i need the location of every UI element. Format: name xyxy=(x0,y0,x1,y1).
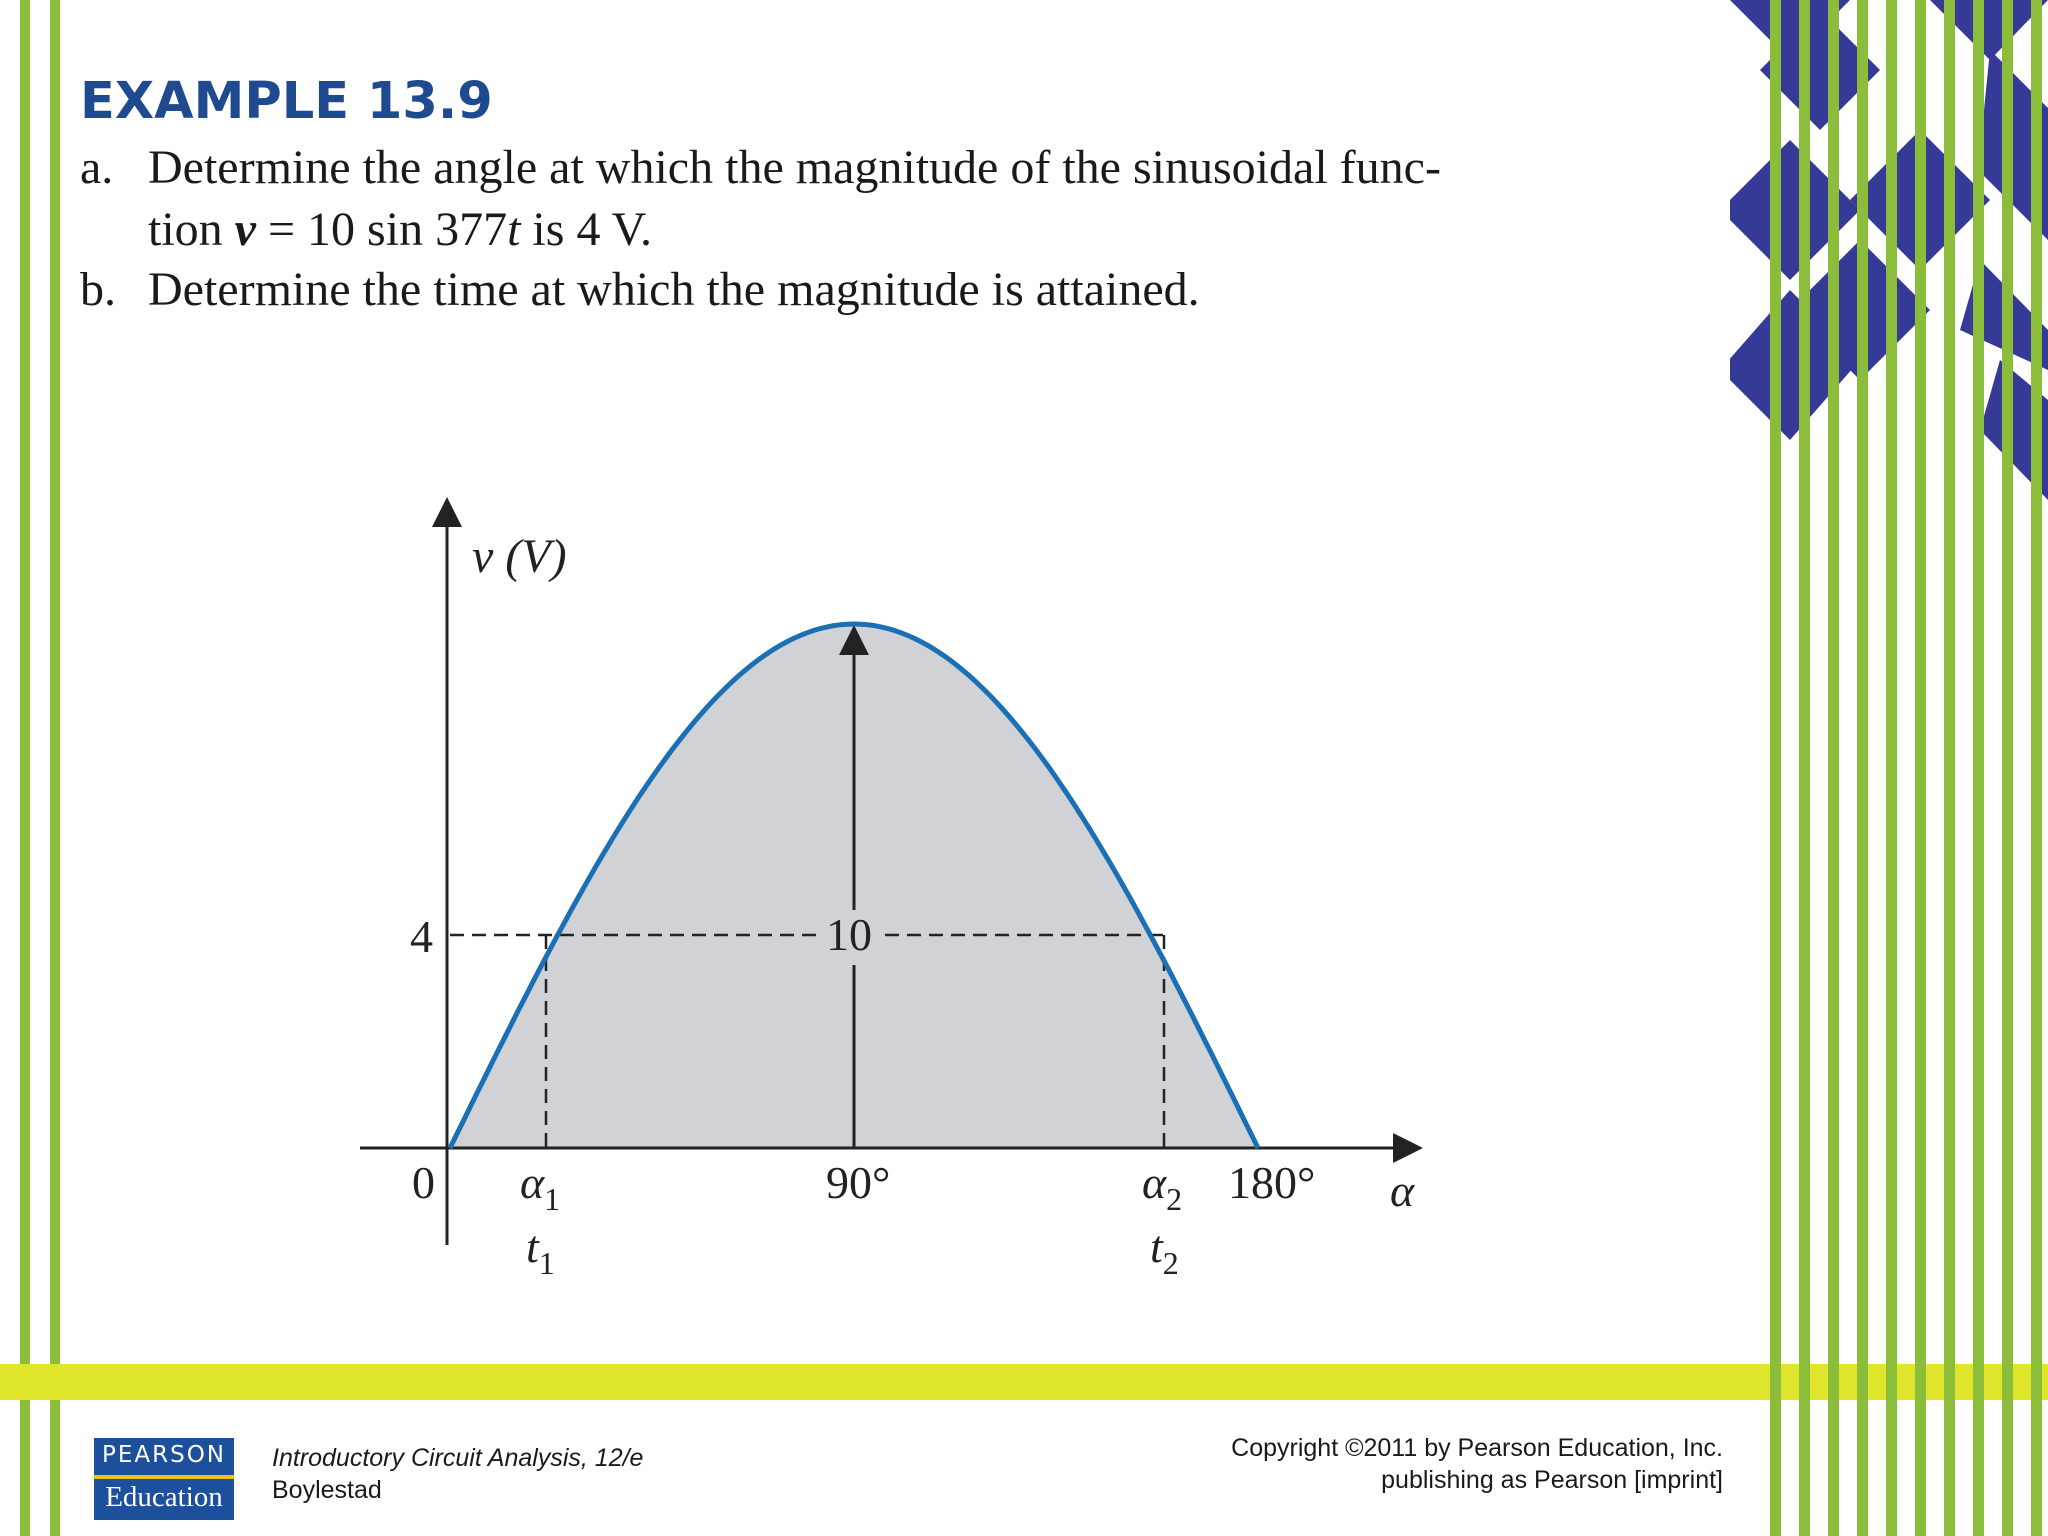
part-a-letter: a. xyxy=(80,141,114,194)
origin-label: 0 xyxy=(412,1157,435,1208)
example-title: EXAMPLE 13.9 xyxy=(80,72,493,131)
part-b-letter: b. xyxy=(80,263,116,316)
tick-90-label: 90° xyxy=(826,1157,891,1208)
peak-label: 10 xyxy=(826,909,872,960)
x-axis-label: α xyxy=(1390,1165,1415,1216)
book-title: Introductory Circuit Analysis, 12/e xyxy=(272,1444,644,1472)
equation-t: t xyxy=(507,203,521,256)
y-axis-label: v (V) xyxy=(472,530,567,583)
t2-label: $t_2$ xyxy=(1150,1221,1179,1281)
t1-label: $t_1$ xyxy=(526,1221,555,1281)
part-a-text: Determine the angle at which the magnitude of the sinusoidal func- xyxy=(148,141,1441,194)
copyright-line-1: Copyright ©2011 by Pearson Education, Inc. xyxy=(1231,1434,1723,1462)
logo-top-text: PEARSON xyxy=(101,1442,227,1468)
book-author: Boylestad xyxy=(272,1476,382,1504)
equation-mid: = 10 sin 377 xyxy=(255,203,508,256)
pearson-logo xyxy=(94,1438,234,1520)
part-b-text: Determine the time at which the magnitude is attained. xyxy=(148,263,1200,316)
equation-v: v xyxy=(234,203,256,256)
logo-bottom-text: Education xyxy=(105,1481,223,1513)
equation-suffix: is 4 V. xyxy=(520,203,653,256)
level-4-label: 4 xyxy=(410,911,433,962)
tick-180-label: 180° xyxy=(1228,1157,1316,1208)
part-a-tion: tion xyxy=(148,203,235,256)
alpha1-label: $\alpha_1$ xyxy=(520,1157,561,1217)
alpha2-label: $\alpha_2$ xyxy=(1142,1157,1183,1217)
copyright-line-2: publishing as Pearson [imprint] xyxy=(1381,1466,1723,1494)
